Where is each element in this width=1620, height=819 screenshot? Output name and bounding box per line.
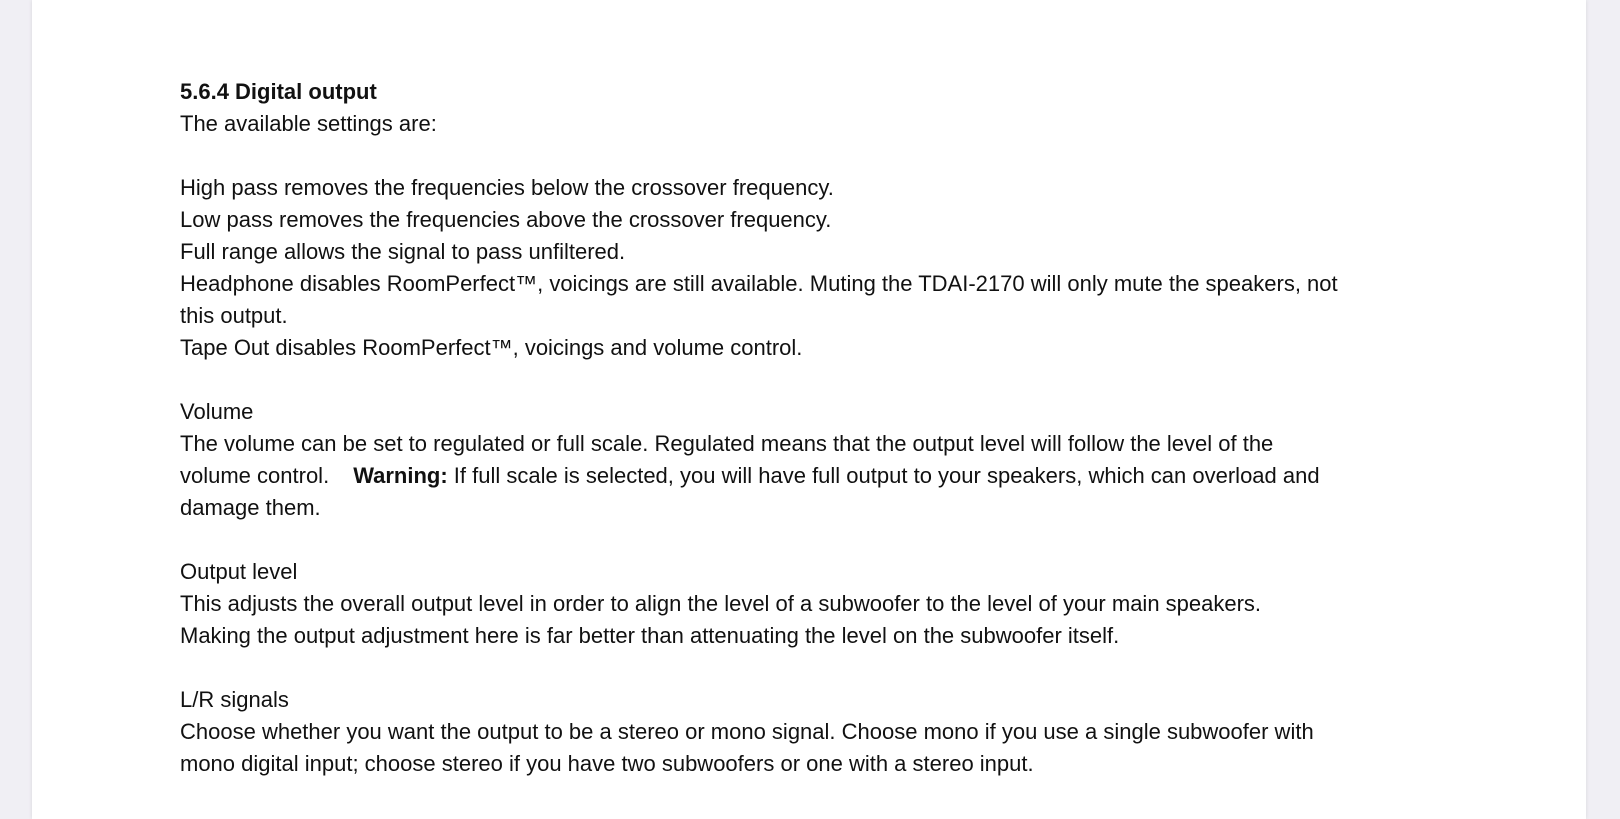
- warning-text: If full scale is selected, you will have full output to your speakers, which can overload and: [447, 463, 1320, 488]
- setting-full-range: Full range allows the signal to pass unfiltered.: [180, 239, 626, 264]
- setting-headphone-continued: this output.: [180, 303, 288, 328]
- document-content: [180, 76, 1470, 780]
- spacer: [180, 140, 1470, 172]
- output-level-text-line-2: Making the output adjustment here is far better than attenuating the level on the subwoofer itself.: [180, 623, 1120, 648]
- document-page: [32, 0, 1586, 819]
- lr-signals-text-line-2: mono digital input; choose stereo if you have two subwoofers or one with a stereo input.: [180, 751, 1034, 776]
- lr-signals-text-line-1: Choose whether you want the output to be a stereo or mono signal. Choose mono if you use a single subwoofer with: [180, 719, 1314, 744]
- setting-tape-out: Tape Out disables RoomPerfect™, voicings and volume control.: [180, 335, 803, 360]
- volume-text-start: volume control.: [180, 463, 330, 488]
- intro-text: The available settings are:: [180, 111, 437, 136]
- volume-text-line-2: [180, 460, 1470, 492]
- setting-headphone: Headphone disables RoomPerfect™, voicings are still available. Muting the TDAI-2170 will only mute the speakers, not: [180, 271, 1338, 296]
- setting-high-pass: High pass removes the frequencies below the crossover frequency.: [180, 175, 834, 200]
- output-level-text-line-1: This adjusts the overall output level in order to align the level of a subwoofer to the level of your main speakers.: [180, 591, 1262, 616]
- setting-low-pass: Low pass removes the frequencies above the crossover frequency.: [180, 207, 832, 232]
- spacer: [180, 524, 1470, 556]
- volume-text-line-1: The volume can be set to regulated or full scale. Regulated means that the output level will follow the level of the: [180, 431, 1274, 456]
- volume-text-line-3: damage them.: [180, 495, 321, 520]
- spacer: [180, 364, 1470, 396]
- volume-title: Volume: [180, 399, 254, 424]
- lr-signals-title: L/R signals: [180, 687, 289, 712]
- spacer: [180, 652, 1470, 684]
- section-heading: 5.6.4 Digital output: [180, 79, 377, 104]
- warning-label: Warning:: [353, 463, 448, 488]
- output-level-title: Output level: [180, 559, 298, 584]
